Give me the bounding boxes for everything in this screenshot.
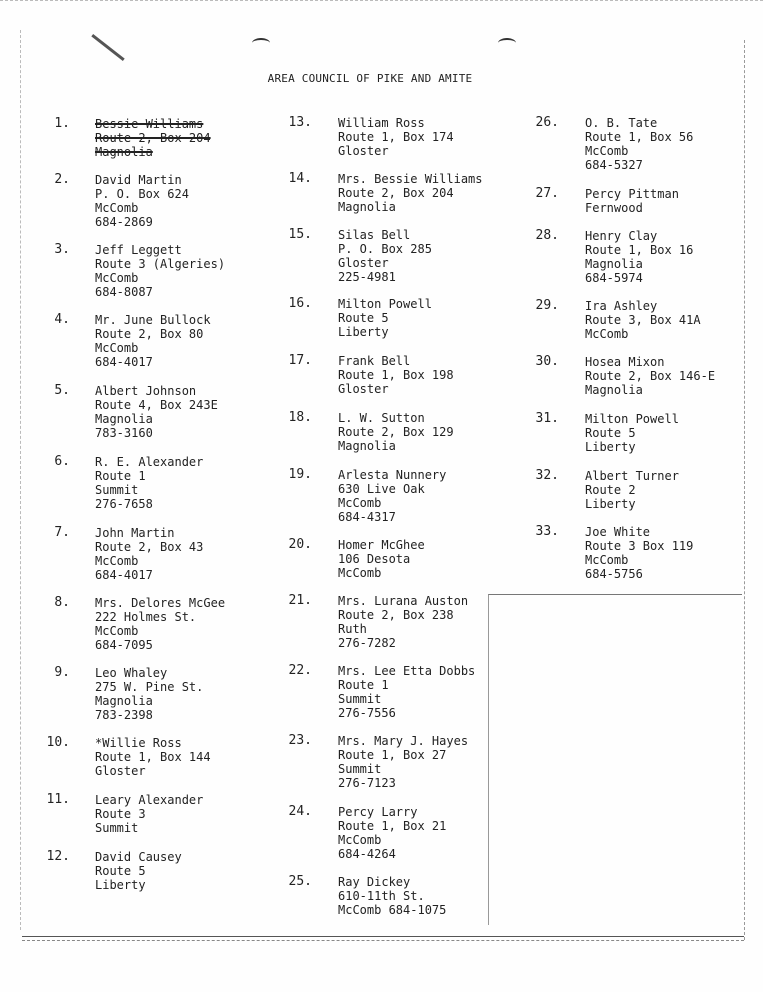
entry-detail: Magnolia [95, 412, 153, 426]
entry-lines [95, 243, 225, 299]
entry-name: David Causey [95, 850, 182, 864]
entry-lines [95, 850, 182, 892]
entry-detail: McComb [585, 553, 629, 567]
entry-lines [338, 734, 468, 790]
entry-lines [585, 355, 715, 397]
punch-hole-mark [498, 38, 516, 48]
entry-lines [585, 299, 701, 341]
item-number: 15. [288, 227, 312, 242]
entry-lines [95, 117, 211, 159]
entry-detail: 684-8087 [95, 285, 153, 299]
entry-lines [338, 664, 475, 720]
entry-detail: 684-5327 [585, 158, 643, 172]
entry-lines [585, 525, 693, 581]
item-number: 25. [288, 874, 312, 889]
entry-detail: Route 2 [585, 483, 636, 497]
entry-detail: McComb [95, 554, 139, 568]
entry-lines [338, 354, 454, 396]
entry-name: Leary Alexander [95, 793, 204, 807]
entry-detail: Route 5 [95, 864, 146, 878]
entry-name: R. E. Alexander [95, 455, 204, 469]
entry-detail: 276-7658 [95, 497, 153, 511]
entry-detail: Route 3, Box 41A [585, 313, 701, 327]
entry-name: Henry Clay [585, 229, 658, 243]
entry-detail: 106 Desota [338, 552, 411, 566]
entry-name: Bessie Williams [95, 117, 204, 131]
entry-detail: McComb [95, 201, 139, 215]
entry-detail: Magnolia [95, 694, 153, 708]
entry-detail: 684-4017 [95, 355, 153, 369]
entry-lines [338, 468, 446, 524]
entry-detail: Route 5 [338, 311, 389, 325]
entry-name: Hosea Mixon [585, 355, 665, 369]
entry-detail: 783-3160 [95, 426, 153, 440]
entry-detail: 783-2398 [95, 708, 153, 722]
entry-lines [95, 736, 211, 778]
item-number: 20. [288, 537, 312, 552]
entry-name: Leo Whaley [95, 666, 168, 680]
entry-lines [95, 596, 225, 652]
bottom-rule [22, 936, 744, 937]
entry-detail: Gloster [338, 382, 389, 396]
entry-lines [338, 172, 483, 214]
item-number: 10. [46, 735, 70, 750]
entry-lines [95, 173, 189, 229]
entry-detail: Route 1, Box 16 [585, 243, 694, 257]
entry-detail: 276-7556 [338, 706, 396, 720]
entry-detail: 276-7123 [338, 776, 396, 790]
item-number: 8. [54, 595, 70, 610]
entry-detail: Magnolia [95, 145, 153, 159]
item-number: 14. [288, 171, 312, 186]
blank-box [488, 594, 742, 925]
item-number: 6. [54, 454, 70, 469]
entry-lines [585, 469, 679, 511]
item-number: 24. [288, 804, 312, 819]
entry-detail: McComb [95, 341, 139, 355]
entry-lines [95, 313, 211, 369]
entry-lines [95, 666, 203, 722]
entry-name: *Willie Ross [95, 736, 182, 750]
entry-lines [585, 187, 679, 215]
entry-detail: 684-4317 [338, 510, 396, 524]
entry-detail: Route 1 [338, 678, 389, 692]
entry-detail: Route 2, Box 129 [338, 425, 454, 439]
entry-detail: 275 W. Pine St. [95, 680, 204, 694]
entry-lines [338, 538, 425, 580]
entry-detail: Route 3 [95, 807, 146, 821]
item-number: 7. [54, 525, 70, 540]
entry-detail: Gloster [338, 144, 389, 158]
entry-detail: 610-11th St. [338, 889, 425, 903]
entry-lines [585, 412, 679, 454]
entry-detail: Route 1, Box 21 [338, 819, 447, 833]
item-number: 18. [288, 410, 312, 425]
entry-name: Albert Turner [585, 469, 679, 483]
entry-lines [338, 116, 454, 158]
item-number: 2. [54, 172, 70, 187]
entry-detail: Route 1 [95, 469, 146, 483]
item-number: 21. [288, 593, 312, 608]
entry-lines [585, 229, 693, 285]
item-number: 16. [288, 296, 312, 311]
entry-name: Silas Bell [338, 228, 411, 242]
entry-detail: Gloster [95, 764, 146, 778]
entry-detail: Route 5 [585, 426, 636, 440]
entry-lines [338, 805, 446, 861]
entry-name: Mr. June Bullock [95, 313, 211, 327]
entry-lines [585, 116, 693, 172]
entry-detail: 222 Holmes St. [95, 610, 197, 624]
entry-detail: Summit [338, 762, 382, 776]
entry-lines [95, 455, 203, 511]
entry-name: Ira Ashley [585, 299, 658, 313]
entry-detail: McComb [585, 327, 629, 341]
entry-detail: 225-4981 [338, 270, 396, 284]
entry-detail: Route 4, Box 243E [95, 398, 218, 412]
entry-name: Mrs. Bessie Williams [338, 172, 483, 186]
item-number: 28. [535, 228, 559, 243]
bottom-rule-dashed [22, 940, 744, 941]
entry-detail: Route 1, Box 144 [95, 750, 211, 764]
entry-detail: Route 2, Box 43 [95, 540, 204, 554]
entry-detail: McComb 684-1075 [338, 903, 447, 917]
entry-lines [338, 594, 468, 650]
entry-detail: Route 1, Box 56 [585, 130, 694, 144]
item-number: 23. [288, 733, 312, 748]
entry-detail: McComb [338, 833, 382, 847]
entry-name: Mrs. Lee Etta Dobbs [338, 664, 476, 678]
entry-name: William Ross [338, 116, 425, 130]
left-margin-line [20, 30, 21, 930]
punch-hole-mark [252, 38, 270, 48]
entry-detail: Magnolia [338, 439, 396, 453]
entry-lines [338, 228, 432, 284]
entry-lines [338, 875, 446, 917]
entry-detail: Summit [95, 483, 139, 497]
entry-detail: Liberty [585, 440, 636, 454]
entry-detail: 276-7282 [338, 636, 396, 650]
item-number: 3. [54, 242, 70, 257]
entry-name: Homer McGhee [338, 538, 425, 552]
entry-detail: Summit [338, 692, 382, 706]
item-number: 22. [288, 663, 312, 678]
entry-name: Ray Dickey [338, 875, 411, 889]
item-number: 11. [46, 792, 70, 807]
entry-detail: Magnolia [338, 200, 396, 214]
entry-detail: McComb [338, 566, 382, 580]
entry-detail: Liberty [95, 878, 146, 892]
entry-name: Jeff Leggett [95, 243, 182, 257]
item-number: 26. [535, 115, 559, 130]
item-number: 1. [54, 116, 70, 131]
right-margin-line [744, 40, 745, 940]
entry-name: Percy Pittman [585, 187, 679, 201]
item-number: 12. [46, 849, 70, 864]
entry-detail: 630 Live Oak [338, 482, 425, 496]
staple-mark [91, 34, 124, 61]
top-edge [0, 0, 763, 1]
entry-name: John Martin [95, 526, 175, 540]
entry-detail: McComb [95, 624, 139, 638]
entry-detail: Summit [95, 821, 139, 835]
entry-name: Mrs. Delores McGee [95, 596, 226, 610]
item-number: 19. [288, 467, 312, 482]
entry-detail: Fernwood [585, 201, 643, 215]
item-number: 13. [288, 115, 312, 130]
entry-detail: 684-4264 [338, 847, 396, 861]
entry-name: Mrs. Mary J. Hayes [338, 734, 469, 748]
entry-name: Frank Bell [338, 354, 411, 368]
entry-name: Milton Powell [338, 297, 432, 311]
entry-detail: Magnolia [585, 257, 643, 271]
entry-name: Albert Johnson [95, 384, 197, 398]
item-number: 27. [535, 186, 559, 201]
entry-lines [95, 526, 203, 582]
entry-detail: P. O. Box 285 [338, 242, 432, 256]
entry-detail: 684-7095 [95, 638, 153, 652]
entry-detail: McComb [338, 496, 382, 510]
item-number: 32. [535, 468, 559, 483]
entry-detail: Route 1, Box 174 [338, 130, 454, 144]
item-number: 5. [54, 383, 70, 398]
entry-detail: Liberty [338, 325, 389, 339]
entry-name: Arlesta Nunnery [338, 468, 447, 482]
entry-detail: Gloster [338, 256, 389, 270]
entry-lines [95, 384, 218, 440]
entry-name: Milton Powell [585, 412, 679, 426]
item-number: 30. [535, 354, 559, 369]
entry-detail: Route 2, Box 238 [338, 608, 454, 622]
entry-detail: 684-5756 [585, 567, 643, 581]
entry-detail: Route 1, Box 198 [338, 368, 454, 382]
entry-detail: Route 2, Box 80 [95, 327, 204, 341]
entry-name: David Martin [95, 173, 182, 187]
entry-detail: Route 2, Box 146-E [585, 369, 716, 383]
entry-name: Mrs. Lurana Auston [338, 594, 469, 608]
entry-detail: Magnolia [585, 383, 643, 397]
entry-lines [338, 411, 454, 453]
entry-detail: McComb [95, 271, 139, 285]
item-number: 31. [535, 411, 559, 426]
entry-detail: Route 3 Box 119 [585, 539, 694, 553]
entry-name: Percy Larry [338, 805, 418, 819]
entry-detail: Ruth [338, 622, 367, 636]
entry-detail: 684-4017 [95, 568, 153, 582]
page-title: AREA COUNCIL OF PIKE AND AMITE [267, 72, 473, 85]
entry-detail: Route 2, Box 204 [338, 186, 454, 200]
entry-name: L. W. Sutton [338, 411, 425, 425]
entry-detail: Route 1, Box 27 [338, 748, 447, 762]
entry-lines [95, 793, 203, 835]
entry-detail: McComb [585, 144, 629, 158]
entry-name: O. B. Tate [585, 116, 658, 130]
item-number: 17. [288, 353, 312, 368]
entry-detail: Route 3 (Algeries) [95, 257, 226, 271]
entry-detail: P. O. Box 624 [95, 187, 189, 201]
item-number: 4. [54, 312, 70, 327]
entry-detail: Liberty [585, 497, 636, 511]
entry-detail: 684-5974 [585, 271, 643, 285]
entry-detail: 684-2869 [95, 215, 153, 229]
item-number: 9. [54, 665, 70, 680]
entry-detail: Route 2, Box 204 [95, 131, 211, 145]
item-number: 33. [535, 524, 559, 539]
item-number: 29. [535, 298, 559, 313]
entry-name: Joe White [585, 525, 651, 539]
entry-lines [338, 297, 432, 339]
